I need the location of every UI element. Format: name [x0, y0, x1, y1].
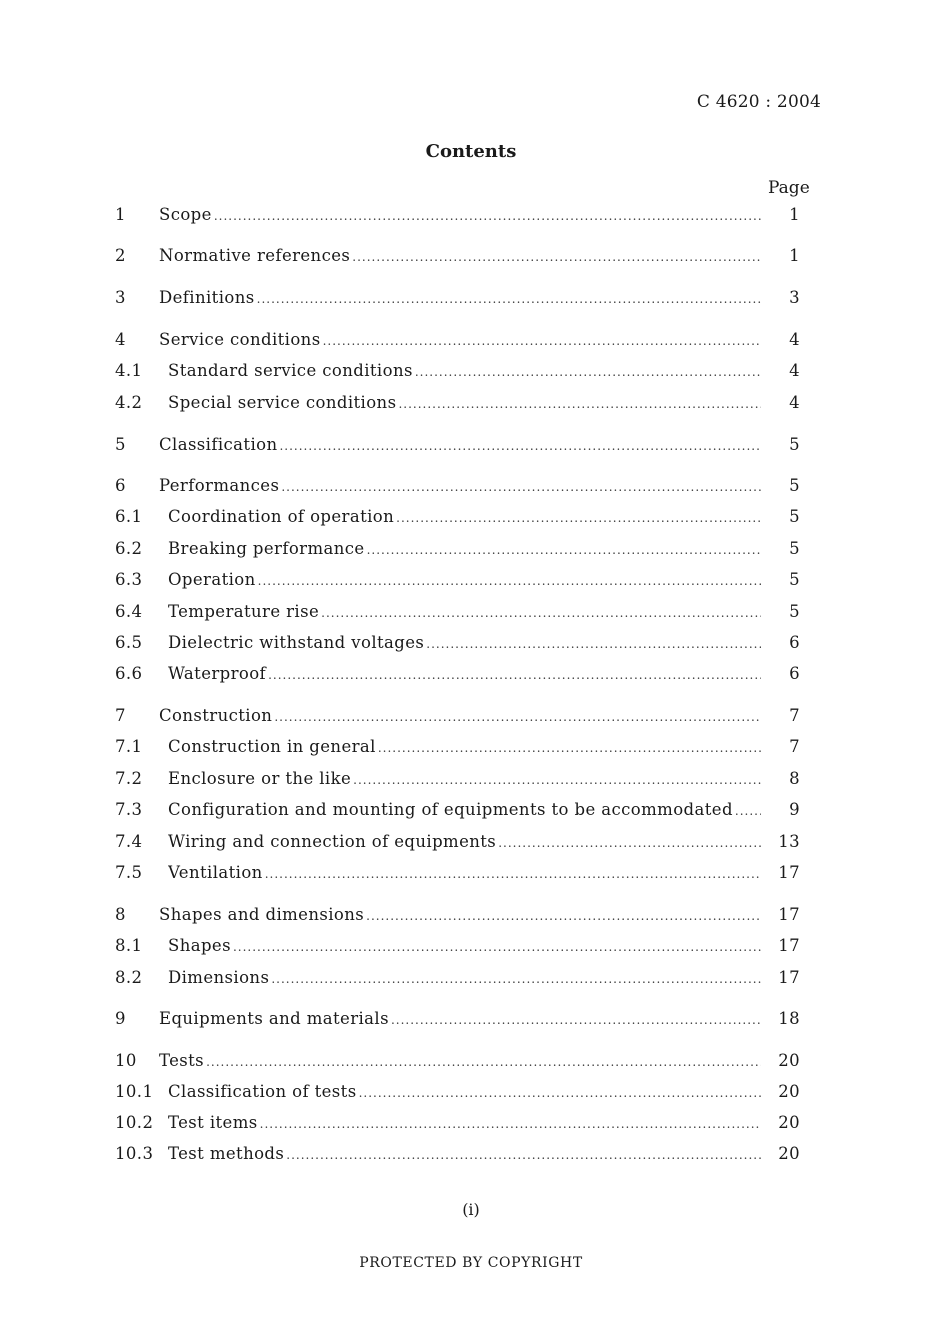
toc-dot-leader: [279, 439, 761, 453]
toc-entry-line: [168, 1082, 761, 1101]
toc-entry-line: [168, 633, 761, 652]
toc-entry-page: 17: [778, 968, 800, 987]
toc-dot-leader: [498, 836, 761, 850]
toc-entry-number: 4: [115, 330, 126, 349]
toc-entry-page: 8: [789, 769, 800, 788]
toc-entry-line: [159, 905, 761, 924]
toc-dot-leader: [214, 209, 761, 223]
toc-entry-page: 6: [789, 633, 800, 652]
toc-entry-number: 7.1: [115, 737, 143, 756]
toc-entry: [0, 706, 950, 730]
toc-entry-title: Definitions: [159, 288, 255, 307]
toc-entry: [0, 936, 950, 960]
toc-entry: [0, 435, 950, 459]
page-number: (i): [462, 1200, 480, 1219]
toc-entry-page: 7: [789, 737, 800, 756]
toc-entry-title: Ventilation: [168, 863, 263, 882]
toc-entry-number: 2: [115, 246, 126, 265]
toc-entry-line: [168, 936, 761, 955]
toc-entry-number: 8: [115, 905, 126, 924]
toc-entry-page: 4: [789, 393, 800, 412]
toc-dot-leader: [258, 574, 761, 588]
toc-entry-title: Scope: [159, 205, 212, 224]
toc-entry-line: [168, 361, 761, 380]
toc-entry-number: 7.2: [115, 769, 143, 788]
toc-dot-leader: [352, 250, 761, 264]
toc-entry: [0, 246, 950, 270]
toc-dot-leader: [398, 397, 761, 411]
toc-entry-title: Enclosure or the like: [168, 769, 352, 788]
toc-entry-number: 4.1: [115, 361, 143, 380]
toc-entry-title: Standard service conditions: [168, 361, 413, 380]
toc-entry-number: 6.6: [115, 664, 143, 683]
toc-entry-title: Temperature rise: [168, 602, 320, 621]
toc-entry-title: Waterproof: [168, 664, 267, 683]
toc-entry: [0, 664, 950, 688]
toc-entry-page: 5: [789, 476, 800, 495]
toc-entry-number: 5: [115, 435, 126, 454]
toc-entry-title: Tests: [159, 1051, 205, 1070]
toc-entry-number: 9: [115, 1009, 126, 1028]
toc-entry-line: [168, 539, 761, 558]
toc-entry: [0, 570, 950, 594]
toc-entry: [0, 507, 950, 531]
toc-entry: [0, 476, 950, 500]
toc-entry-page: 17: [778, 905, 800, 924]
document-code: C 4620 : 2004: [696, 92, 821, 112]
toc-entry-title: Performances: [159, 476, 280, 495]
toc-entry-title: Construction: [159, 706, 273, 725]
copyright-notice: PROTECTED BY COPYRIGHT: [359, 1255, 583, 1271]
toc-entry-number: 6.4: [115, 602, 143, 621]
toc-entry-page: 4: [789, 330, 800, 349]
toc-entry-title: Equipments and materials: [159, 1009, 389, 1028]
toc-entry-line: [168, 393, 761, 412]
toc-entry-page: 17: [778, 863, 800, 882]
toc-entry-title: Shapes: [168, 936, 231, 955]
toc-entry-line: [168, 570, 761, 589]
toc-entry-page: 18: [778, 1009, 800, 1028]
toc-dot-leader: [735, 804, 761, 818]
toc-entry: [0, 800, 950, 824]
toc-entry-page: 4: [789, 361, 800, 380]
toc-dot-leader: [281, 480, 761, 494]
toc-entry-line: [168, 1113, 761, 1132]
toc-entry: [0, 633, 950, 657]
toc-dot-leader: [271, 972, 761, 986]
toc-entry-number: 1: [115, 205, 126, 224]
toc-entry-line: [159, 288, 761, 307]
toc-entry-number: 8.2: [115, 968, 143, 987]
page-column-header: Page: [768, 178, 810, 198]
toc-dot-leader: [257, 292, 761, 306]
toc-entry: [0, 1113, 950, 1137]
toc-entry-page: 9: [789, 800, 800, 819]
toc-entry-page: 5: [789, 539, 800, 558]
toc-entry-line: [168, 832, 761, 851]
toc-entry-page: 7: [789, 706, 800, 725]
toc-entry-title: Test methods: [168, 1144, 285, 1163]
toc-entry-page: 20: [778, 1144, 800, 1163]
toc-entry-number: 7.3: [115, 800, 143, 819]
toc-entry-line: [159, 1051, 761, 1070]
toc-entry-line: [159, 706, 761, 725]
toc-entry-page: 13: [778, 832, 800, 851]
toc-dot-leader: [367, 543, 761, 557]
toc-entry-line: [168, 664, 761, 683]
toc-entry-page: 20: [778, 1051, 800, 1070]
toc-entry-page: 5: [789, 507, 800, 526]
toc-entry-title: Wiring and connection of equipments: [168, 832, 497, 851]
toc-dot-leader: [274, 710, 761, 724]
toc-entry: [0, 1051, 950, 1075]
toc-entry-number: 7.4: [115, 832, 143, 851]
toc-entry-number: 10.1: [115, 1082, 154, 1101]
toc-entry-line: [168, 507, 761, 526]
toc-entry-number: 3: [115, 288, 126, 307]
toc-entry: [0, 863, 950, 887]
toc-entry: [0, 539, 950, 563]
toc-entry-title: Test items: [168, 1113, 258, 1132]
toc-entry-line: [159, 246, 761, 265]
toc-entry-page: 3: [789, 288, 800, 307]
toc-dot-leader: [378, 741, 761, 755]
toc-entry-number: 6.3: [115, 570, 143, 589]
toc-entry-page: 20: [778, 1113, 800, 1132]
toc-entry-line: [159, 330, 761, 349]
toc-entry-title: Service conditions: [159, 330, 321, 349]
toc-entry-page: 6: [789, 664, 800, 683]
toc-entry-title: Classification: [159, 435, 278, 454]
toc-entry-line: [168, 737, 761, 756]
toc-entry: [0, 905, 950, 929]
toc-dot-leader: [265, 867, 761, 881]
toc-entry-page: 17: [778, 936, 800, 955]
toc-entry-line: [159, 476, 761, 495]
toc-entry-number: 6.5: [115, 633, 143, 652]
toc-entry-number: 7.5: [115, 863, 143, 882]
toc-entry-line: [168, 863, 761, 882]
toc-entry-number: 10.2: [115, 1113, 154, 1132]
toc-dot-leader: [391, 1013, 761, 1027]
toc-entry-line: [168, 1144, 761, 1163]
toc-entry: [0, 1082, 950, 1106]
toc-entry-title: Special service conditions: [168, 393, 397, 412]
toc-entry-line: [168, 800, 761, 819]
toc-entry: [0, 205, 950, 229]
toc-entry: [0, 393, 950, 417]
toc-entry: [0, 832, 950, 856]
toc-entry-number: 10: [115, 1051, 137, 1070]
toc-entry-title: Coordination of operation: [168, 507, 395, 526]
toc-entry: [0, 288, 950, 312]
toc-entry-title: Construction in general: [168, 737, 376, 756]
toc-entry-page: 20: [778, 1082, 800, 1101]
toc-entry-number: 10.3: [115, 1144, 154, 1163]
toc-entry-title: Dimensions: [168, 968, 270, 987]
toc-entry: [0, 330, 950, 354]
toc-entry: [0, 737, 950, 761]
toc-entry: [0, 361, 950, 385]
toc-dot-leader: [396, 511, 761, 525]
toc-dot-leader: [286, 1148, 761, 1162]
toc-entry-line: [168, 968, 761, 987]
toc-entry: [0, 1009, 950, 1033]
toc-entry-title: Operation: [168, 570, 256, 589]
toc-dot-leader: [359, 1086, 761, 1100]
toc-entry-number: 6.1: [115, 507, 143, 526]
toc-entry-title: Dielectric withstand voltages: [168, 633, 425, 652]
toc-entry-title: Breaking performance: [168, 539, 365, 558]
toc-dot-leader: [366, 909, 761, 923]
page-title: Contents: [425, 141, 517, 162]
toc-dot-leader: [415, 365, 761, 379]
toc-entry-title: Classification of tests: [168, 1082, 357, 1101]
toc-entry: [0, 602, 950, 626]
toc-entry-page: 5: [789, 435, 800, 454]
toc-entry-line: [159, 1009, 761, 1028]
toc-entry-number: 8.1: [115, 936, 143, 955]
toc-entry-line: [168, 602, 761, 621]
toc-entry-page: 1: [789, 246, 800, 265]
toc-entry-title: Configuration and mounting of equipments to be accommodated: [168, 800, 733, 819]
toc-dot-leader: [323, 334, 761, 348]
toc-entry-line: [168, 769, 761, 788]
toc-entry: [0, 968, 950, 992]
toc-dot-leader: [233, 940, 761, 954]
toc-entry-number: 7: [115, 706, 126, 725]
toc-entry-page: 1: [789, 205, 800, 224]
toc-dot-leader: [260, 1117, 761, 1131]
toc-entry: [0, 1144, 950, 1168]
toc-entry-number: 6: [115, 476, 126, 495]
toc-entry-title: Shapes and dimensions: [159, 905, 365, 924]
toc-entry-number: 6.2: [115, 539, 143, 558]
toc-dot-leader: [321, 606, 761, 620]
toc-dot-leader: [268, 668, 761, 682]
toc-entry-line: [159, 205, 761, 224]
toc-entry-page: 5: [789, 570, 800, 589]
toc-dot-leader: [353, 773, 761, 787]
toc-entry-line: [159, 435, 761, 454]
toc-entry-page: 5: [789, 602, 800, 621]
toc-dot-leader: [426, 637, 761, 651]
toc-entry: [0, 769, 950, 793]
toc-entry-number: 4.2: [115, 393, 143, 412]
toc-entry-title: Normative references: [159, 246, 351, 265]
toc-dot-leader: [206, 1055, 761, 1069]
